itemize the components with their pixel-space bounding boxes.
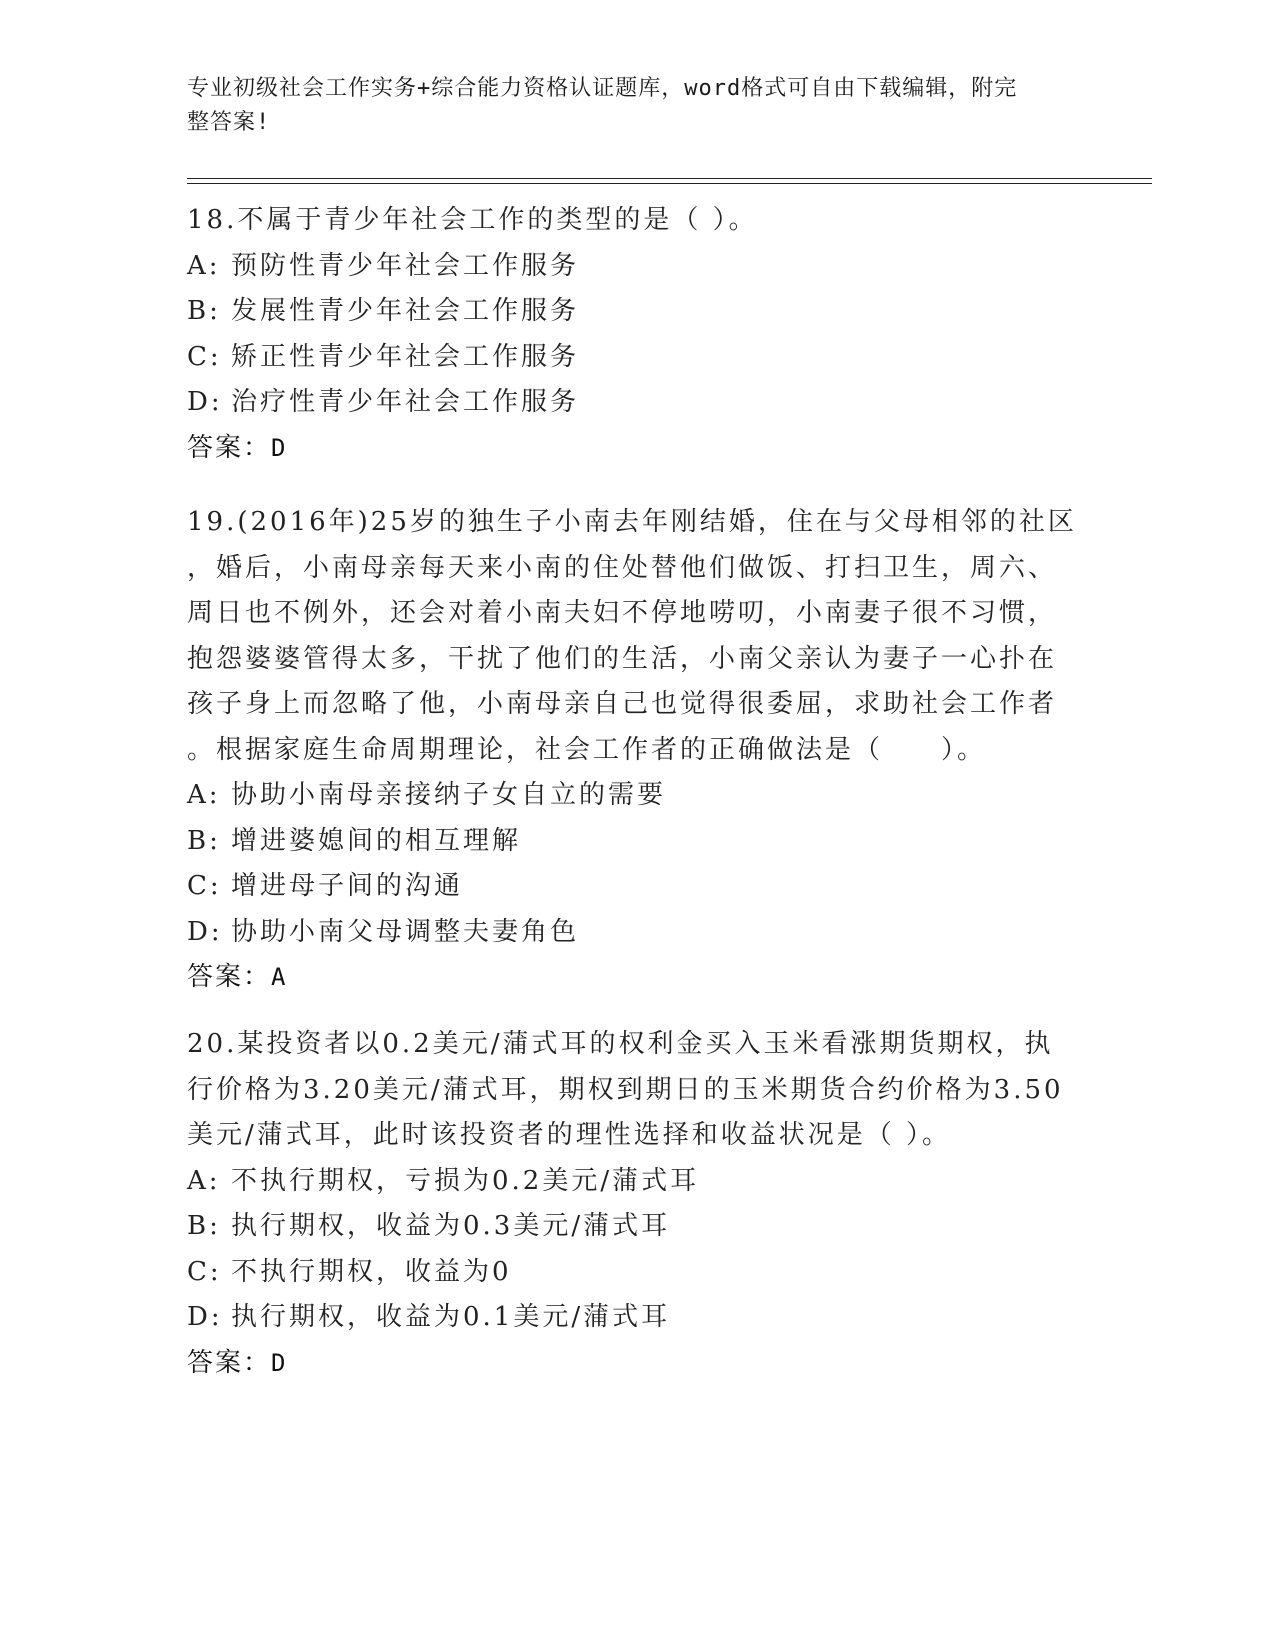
- answer-label: 答案：: [187, 432, 272, 463]
- option-text: 增进婆媳间的相互理解: [231, 825, 522, 856]
- option-text: 不执行期权，亏损为0.2美元/蒲式耳: [231, 1165, 700, 1196]
- option-key: B:: [187, 1211, 221, 1241]
- question-stem-line: 19.(2016年)25岁的独生子小南去年刚结婚，住在与父母相邻的社区: [187, 507, 1077, 537]
- option-key: B:: [187, 825, 221, 856]
- option-c: [187, 1250, 1087, 1296]
- question-stem-line: 抱怨婆婆管得太多，干扰了他们的生活，小南父亲认为妻子一心扑在: [187, 643, 1058, 674]
- option-key: D:: [187, 387, 223, 417]
- question-stem-line: 孩子身上而忽略了他，小南母亲自己也觉得很委屈，求助社会工作者: [187, 689, 1058, 719]
- answer-line: [187, 1341, 1087, 1387]
- option-key: A:: [187, 780, 221, 810]
- question-stem-line: 行价格为3.20美元/蒲式耳，期权到期日的玉米期货合约价格为3.50: [187, 1074, 1064, 1105]
- option-text: 增进母子间的沟通: [231, 871, 464, 901]
- option-c: [187, 335, 1087, 381]
- question-19: [187, 500, 1087, 1001]
- question-stem-line: 美元/蒲式耳，此时该投资者的理性选择和收益状况是（ ）。: [187, 1120, 952, 1150]
- option-text: 执行期权，收益为0.1美元/蒲式耳: [231, 1302, 671, 1332]
- option-d: [187, 380, 1087, 426]
- header-line-1: 专业初级社会工作实务+综合能力资格认证题库，word格式可自由下载编辑，附完: [187, 76, 1018, 101]
- option-key: A:: [187, 1165, 221, 1196]
- option-a: [187, 244, 1087, 290]
- option-d: [187, 910, 1087, 956]
- answer-value: D: [271, 433, 288, 462]
- question-20: [187, 1022, 1087, 1386]
- option-a: [187, 773, 1087, 819]
- header-rule-top: [187, 178, 1152, 179]
- option-text: 协助小南母亲接纳子女自立的需要: [231, 780, 667, 810]
- option-text: 治疗性青少年社会工作服务: [231, 387, 580, 417]
- option-key: C:: [187, 871, 222, 901]
- option-text: 不执行期权，收益为0: [231, 1256, 512, 1287]
- option-key: D:: [187, 1302, 223, 1332]
- option-text: 执行期权，收益为0.3美元/蒲式耳: [231, 1211, 671, 1241]
- option-b: [187, 819, 1087, 865]
- question-18: [187, 198, 1087, 471]
- option-text: 协助小南父母调整夫妻角色: [231, 916, 580, 947]
- option-key: D:: [187, 916, 223, 947]
- question-stem-line: 18.不属于青少年社会工作的类型的是（ ）。: [187, 205, 758, 235]
- option-key: C:: [187, 1256, 222, 1287]
- answer-value: A: [271, 963, 288, 991]
- document-header: [187, 72, 1087, 140]
- option-a: [187, 1159, 1087, 1205]
- option-key: A:: [187, 250, 221, 281]
- question-stem-line: ，婚后，小南母亲每天来小南的住处替他们做饭、打扫卫生，周六、: [187, 552, 1058, 583]
- option-b: [187, 289, 1087, 335]
- question-stem-line: 。根据家庭生命周期理论，社会工作者的正确做法是（ ）。: [187, 734, 987, 765]
- answer-label: 答案：: [187, 1347, 272, 1378]
- option-text: 预防性青少年社会工作服务: [231, 250, 580, 281]
- answer-line: [187, 426, 1087, 472]
- option-key: B:: [187, 296, 221, 326]
- option-d: [187, 1295, 1087, 1341]
- option-text: 矫正性青少年社会工作服务: [231, 341, 580, 372]
- answer-line: [187, 955, 1087, 1001]
- header-line-2: 整答案!: [187, 110, 271, 135]
- option-b: [187, 1204, 1087, 1250]
- answer-value: D: [271, 1348, 288, 1377]
- header-rule-bottom: [187, 183, 1152, 184]
- answer-label: 答案：: [187, 962, 272, 992]
- question-stem-line: 20.某投资者以0.2美元/蒲式耳的权利金买入玉米看涨期货期权，执: [187, 1029, 1054, 1059]
- question-stem-line: 周日也不例外，还会对着小南夫妇不停地唠叨，小南妻子很不习惯，: [187, 598, 1058, 628]
- option-text: 发展性青少年社会工作服务: [231, 296, 580, 326]
- option-key: C:: [187, 341, 222, 372]
- option-c: [187, 864, 1087, 910]
